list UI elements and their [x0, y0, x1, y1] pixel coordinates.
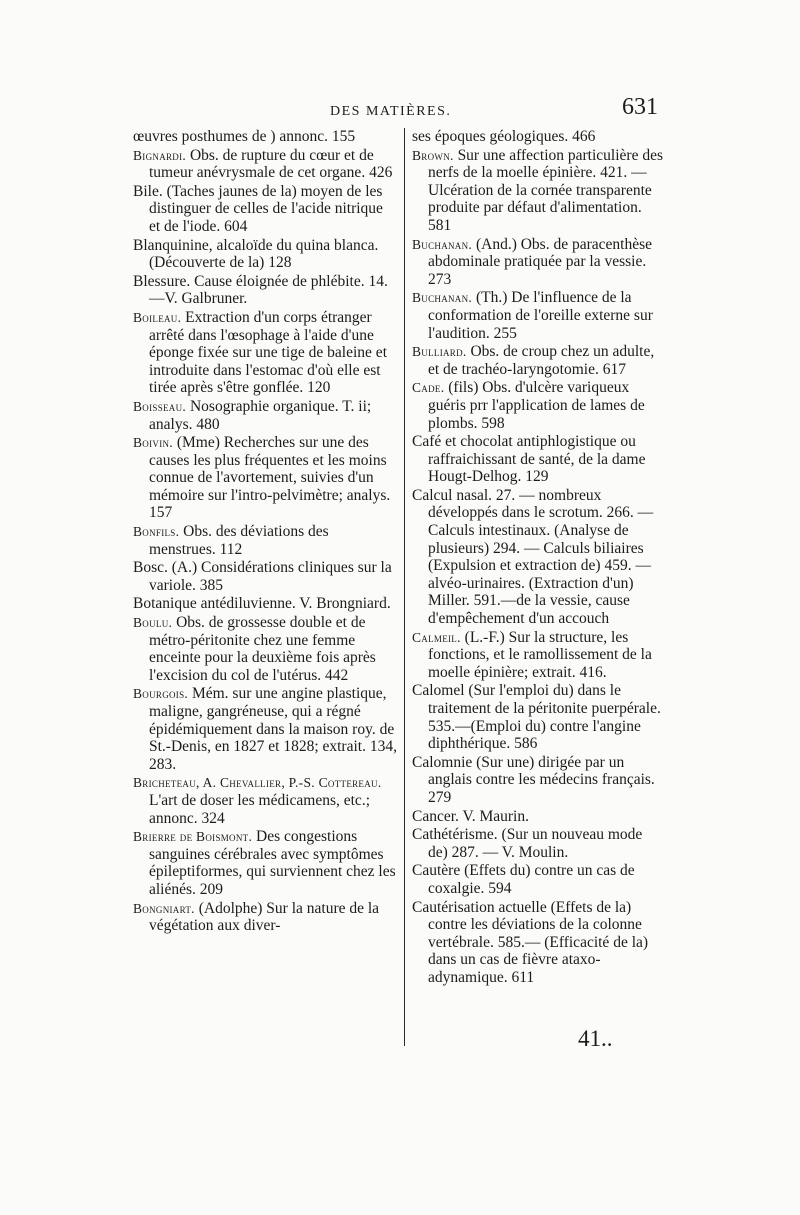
column-rule — [404, 128, 405, 1046]
index-entry: Café et chocolat antiphlogistique ou raffraichissant de santé, de la dame Hougt-Delhog. 129 — [412, 433, 646, 486]
index-entry: œuvres posthumes de ) annonc. 155 — [133, 128, 356, 145]
index-entry: Calomnie (Sur une) dirigée par un anglais contre les médecins français. 279 — [412, 753, 655, 806]
page-header — [130, 94, 658, 128]
running-title: DES MATIÈRES. — [330, 104, 452, 119]
index-entry: Calmeil. (L.-F.) Sur la structure, les fonctions, et le ramollissement de la moelle épinière; extrait. 416. — [412, 628, 652, 681]
index-entry: Calcul nasal. 27. — nombreux développés dans le scrotum. 266. — Calculs intestinaux. (Analyse de plusieurs) 294. — Calculs biliaires (Expulsion et extraction de) 459. — alvéo-urinaires. (Extraction d'un) Miller. 591.—de la vessie, cause d'empêchement d'un accouch — [412, 486, 654, 628]
index-entry: Boivin. (Mme) Recherches sur une des causes les plus fréquentes et les moins connue de l'avortement, suivies d'un mémoire sur l'intro-pelvimètre; analys. 157 — [133, 434, 391, 522]
right-column — [412, 128, 664, 988]
index-entry: Bulliard. Obs. de croup chez un adulte, et de trachéo-laryngotomie. 617 — [412, 343, 655, 378]
index-entry: Blanquinine, alcaloïde du quina blanca. (Découverte de la) 128 — [133, 236, 379, 272]
index-entry: Bonfils. Obs. des déviations des menstrues. 112 — [133, 523, 329, 558]
index-entry: Bongniart. (Adolphe) Sur la nature de la végétation aux diver- — [133, 899, 380, 935]
index-entry: Brown. Sur une affection particulière des nerfs de la moelle épinière. 421. — Ulcération de la cornée transparente produite par défaut d'alimentation. 581 — [412, 146, 663, 234]
index-entry: ses époques géologiques. 466 — [412, 128, 596, 145]
index-entry: Botanique antédiluvienne. V. Brongniard. — [133, 595, 391, 613]
index-entry: Cautère (Effets du) contre un cas de coxalgie. 594 — [412, 862, 635, 897]
index-entry: Buchanan. (Th.) De l'influence de la conformation de l'oreille externe sur l'audition. 255 — [412, 289, 653, 342]
signature-mark: 41.. — [578, 1026, 613, 1051]
index-entry: Cancer. V. Maurin. — [412, 807, 529, 825]
index-entry: Bosc. (A.) Considérations cliniques sur la variole. 385 — [133, 559, 392, 594]
index-entry: Boulu. Obs. de grossesse double et de métro-péritonite chez une femme enceinte pour la deuxième fois après l'excision du col de l'utérus. 442 — [133, 614, 376, 684]
index-entry: Brierre de Boismont. Des congestions sanguines cérébrales avec symptômes épileptiformes, qui surviennent chez les aliénés. 209 — [133, 828, 396, 898]
index-entry: Cautérisation actuelle (Effets de la) contre les déviations de la colonne vertébrale. 585.— (Efficacité de la) dans un cas de fièvre ataxo-adynamique. 611 — [412, 898, 649, 986]
index-entry: Bricheteau, A. Chevallier, P.-S. Cottereau. L'art de doser les médicamens, etc.; annonc. 324 — [133, 775, 382, 827]
index-entry: Calomel (Sur l'emploi du) dans le traitement de la péritonite puerpérale. 535.—(Emploi du) contre l'angine diphthérique. 586 — [412, 682, 661, 753]
index-entry: Bignardi. Obs. de rupture du cœur et de tumeur anévrysmale de cet organe. 426 — [133, 146, 393, 182]
index-entry: Blessure. Cause éloignée de phlébite. 14.—V. Galbruner. — [133, 272, 388, 308]
index-entry: Boisseau. Nosographie organique. T. ii; analys. 480 — [133, 397, 372, 433]
index-entry: Cathétérisme. (Sur un nouveau mode de) 287. — V. Moulin. — [412, 826, 643, 861]
index-entry: Bourgois. Mém. sur une angine plastique, maligne, gangréneuse, qui a régné épidémiquement dans la maison roy. de St.-Denis, en 1827 et 1828; extrait. 134, 283. — [133, 685, 397, 773]
index-entry: Bile. (Taches jaunes de la) moyen de les distinguer de celles de l'acide nitrique et de l'iode. 604 — [133, 182, 383, 235]
index-entry: Cade. (fils) Obs. d'ulcère variqueux guéris prr l'application de lames de plombs. 598 — [412, 379, 645, 432]
index-entry: Buchanan. (And.) Obs. de paracenthèse abdominale pratiquée par la vessie. 273 — [412, 235, 652, 288]
index-entry: Boileau. Extraction d'un corps étranger arrêté dans l'œsophage à l'aide d'une éponge fixée sur une tige de baleine et introduite dans l'estomac d'où elle est tirée après s'être gonflée. 120 — [133, 308, 387, 397]
left-column — [133, 128, 397, 936]
page-number: 631 — [622, 94, 658, 120]
